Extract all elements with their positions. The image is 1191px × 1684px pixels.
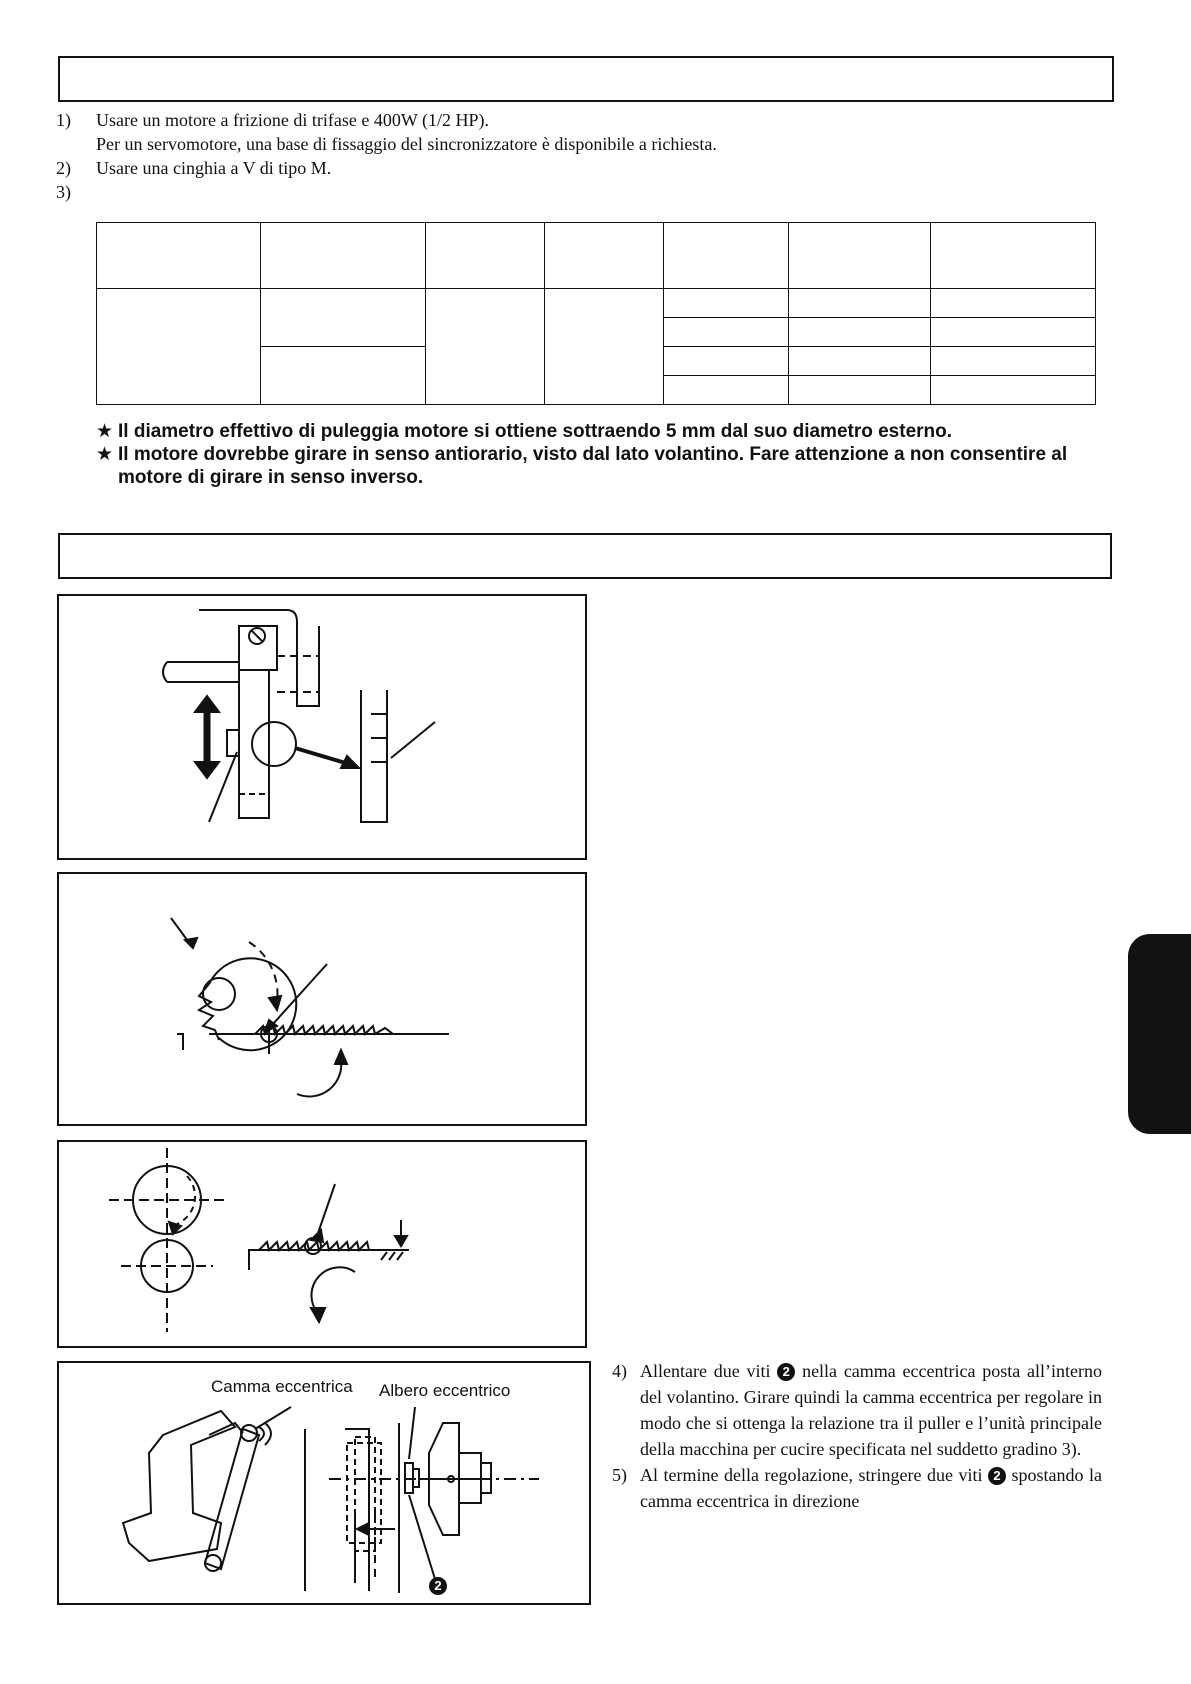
figure-roller-timing bbox=[57, 1140, 587, 1348]
list-item bbox=[56, 156, 717, 180]
table-row bbox=[97, 289, 1096, 318]
list-item bbox=[56, 132, 717, 156]
list-item bbox=[56, 180, 717, 204]
motor-requirements-list bbox=[56, 108, 717, 204]
albero-eccentrico-label: Albero eccentrico bbox=[379, 1381, 511, 1400]
item-number bbox=[56, 132, 96, 156]
step-text-after: spostando la camma eccentrica in direzione bbox=[640, 1465, 1103, 1511]
section-1-header bbox=[58, 56, 1114, 102]
section-2-header bbox=[58, 533, 1112, 579]
step-number: 4) bbox=[612, 1361, 627, 1381]
step-text bbox=[640, 1462, 1102, 1514]
step-number: 5) bbox=[612, 1465, 627, 1485]
screw-2-badge: 2 bbox=[777, 1363, 795, 1381]
motor-notes bbox=[96, 420, 1116, 489]
note-item bbox=[96, 420, 1116, 443]
step-item bbox=[612, 1358, 1102, 1462]
item-text: Usare una cinghia a V di tipo M. bbox=[96, 158, 332, 178]
step-text-before: Al termine della regolazione, stringere due viti bbox=[640, 1465, 983, 1485]
step-text-after: nella camma eccentrica posta all’interno del volantino. Girare quindi la camma eccentrica per regolare in modo che si ottenga la relazione tra il puller e l’unità principale della macchina per cucire specificata nel suddetto gradino 3). bbox=[640, 1361, 1102, 1459]
roller-timing-drawing bbox=[59, 1142, 585, 1346]
item-number: 2) bbox=[56, 158, 71, 178]
figure-feed-dog-gear bbox=[57, 872, 587, 1126]
screw-2-badge: 2 bbox=[429, 1577, 447, 1595]
item-number: 1) bbox=[56, 110, 71, 130]
table-header-row bbox=[97, 223, 1096, 289]
section-thumb-tab bbox=[1128, 934, 1191, 1134]
step-text-before: Allentare due viti bbox=[640, 1361, 771, 1381]
camma-eccentrica-label: Camma eccentrica bbox=[211, 1377, 353, 1396]
list-item bbox=[56, 108, 717, 132]
note-text: Il diametro effettivo di puleggia motore si ottiene sottraendo 5 mm dal suo diametro esterno. bbox=[118, 421, 953, 442]
star-icon: ★ bbox=[96, 444, 114, 465]
step-item bbox=[612, 1462, 1102, 1514]
step-text bbox=[640, 1358, 1102, 1462]
figure-puller-adjustment bbox=[57, 594, 587, 860]
pulley-spec-table bbox=[96, 222, 1096, 405]
puller-adjustment-drawing bbox=[59, 596, 585, 858]
figure-eccentric-cam bbox=[57, 1361, 591, 1605]
adjustment-steps bbox=[612, 1358, 1102, 1514]
star-icon: ★ bbox=[96, 421, 114, 442]
screw-2-badge: 2 bbox=[988, 1467, 1006, 1485]
note-item bbox=[96, 443, 1116, 489]
item-text: Usare un motore a frizione di trifase e 400W (1/2 HP). bbox=[96, 110, 490, 130]
note-text: Il motore dovrebbe girare in senso antiorario, visto dal lato volantino. Fare attenzione a non consentire al motore di girare in senso inverso. bbox=[118, 444, 1068, 488]
item-text: Per un servomotore, una base di fissaggio del sincronizzatore è disponibile a richiesta. bbox=[96, 134, 717, 154]
item-number: 3) bbox=[56, 182, 71, 202]
feed-gear-drawing bbox=[59, 874, 585, 1124]
